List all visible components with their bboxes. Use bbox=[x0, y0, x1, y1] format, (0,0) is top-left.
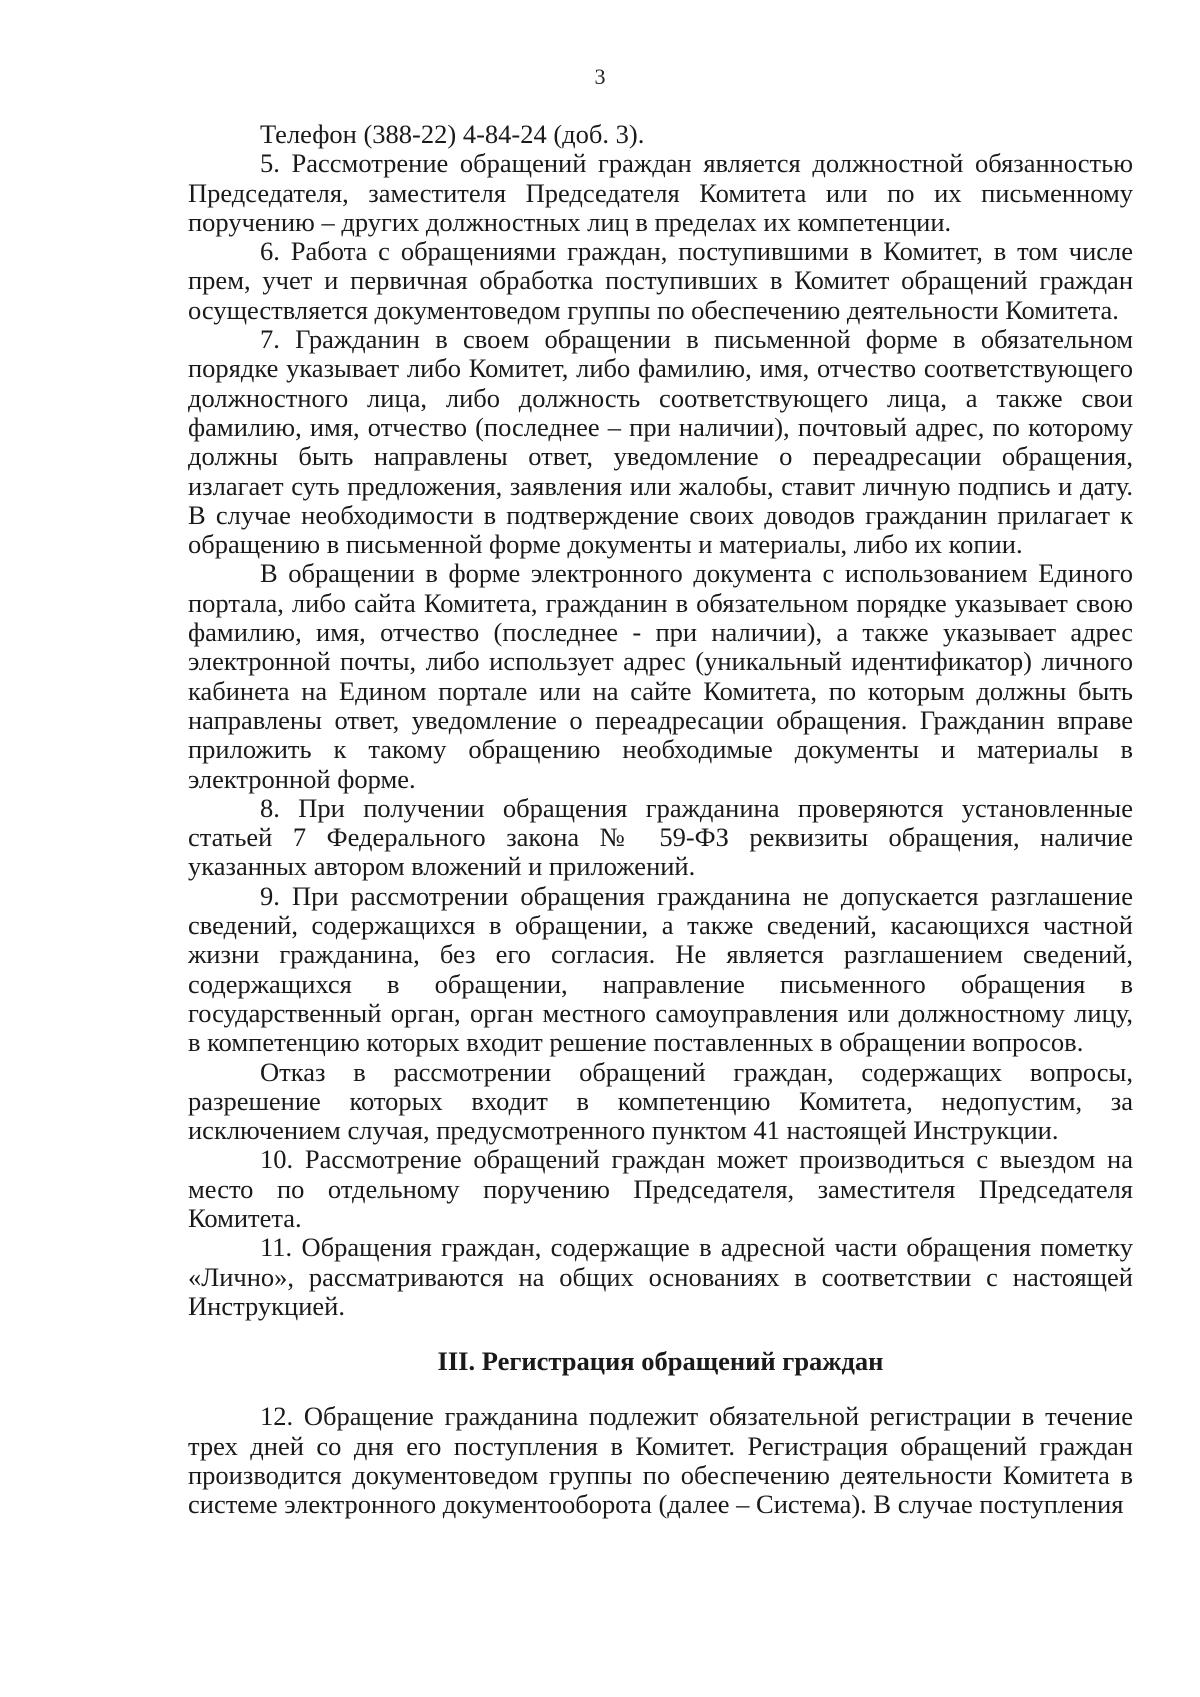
paragraph-6: 6. Работа с обращениями граждан, поступившими в Комитет, в том числе прем, учет и первичная обработка поступивших в Комитет обращений граждан осуществляется документоведом группы по обеспечению деятельности Комитета. bbox=[188, 236, 1133, 325]
paragraph-phone: Телефон (388-22) 4-84-24 (доб. 3). bbox=[260, 119, 645, 149]
paragraph-7-electronic: В обращении в форме электронного документа с использованием Единого портала, либо сайта Комитета, гражданин в обязательном порядке указывает свою фамилию, имя, отчество (последнее - при наличии), а также указывает адрес электронной почты, либо использует адрес (уникальный идентификатор) личного кабинета на Едином портале или на сайте Комитета, по которым должны быть направлены ответ, уведомление о переадресации обращения. Гражданин вправе приложить к такому обращению необходимые документы и материалы в электронной форме. bbox=[188, 558, 1133, 794]
paragraph-12: 12. Обращение гражданина подлежит обязательной регистрации в течение трех дней со дня его поступления в Комитет. Регистрация обращений граждан производится документоведом группы по обеспечению деятельности Комитета в системе электронного документооборота (далее – Система). В случае поступления bbox=[188, 1401, 1133, 1520]
section-heading: III. Регистрация обращений граждан bbox=[437, 1346, 884, 1377]
paragraph-7: 7. Гражданин в своем обращении в письменной форме в обязательном порядке указывает либо Комитет, либо фамилию, имя, отчество соответствующего должностного лица, либо должность соответствующего лица, а также свои фамилию, имя, отчество (последнее – при наличии), почтовый адрес, по которому должны быть направлены ответ, уведомление о переадресации обращения, излагает суть предложения, заявления или жалобы, ставит личную подпись и дату. В случае необходимости в подтверждение своих доводов гражданин прилагает к обращению в письменной форме документы и материалы, либо их копии. bbox=[188, 324, 1133, 560]
document-body bbox=[188, 120, 1133, 1520]
paragraph-9: 9. При рассмотрении обращения гражданина не допускается разглашение сведений, содержащихся в обращении, а также сведений, касающихся частной жизни гражданина, без его согласия. Не является разглашением сведений, содержащихся в обращении, направление письменного обращения в государственный орган, орган местного самоуправления или должностному лицу, в компетенцию которых входит решение поставленных в обращении вопросов. bbox=[188, 880, 1133, 1058]
paragraph-8: 8. При получении обращения гражданина проверяются установленные статьей 7 Федерального закона № 59-ФЗ реквизиты обращения, наличие указанных автором вложений и приложений. bbox=[188, 792, 1133, 882]
paragraph-11: 11. Обращения граждан, содержащие в адресной части обращения пометку «Лично», рассматриваются на общих основаниях в соответствии с настоящей Инструкцией. bbox=[188, 1232, 1133, 1321]
paragraph-5: 5. Рассмотрение обращений граждан является должностной обязанностью Председателя, заместителя Председателя Комитета или по их письменному поручению – других должностных лиц в пределах их компетенции. bbox=[188, 148, 1133, 237]
paragraph-9-refusal: Отказ в рассмотрении обращений граждан, содержащих вопросы, разрешение которых входит в компетенцию Комитета, недопустим, за исключением случая, предусмотренного пунктом 41 настоящей Инструкции. bbox=[188, 1056, 1133, 1146]
paragraph-10: 10. Рассмотрение обращений граждан может производиться с выездом на место по отдельному поручению Председателя, заместителя Председателя Комитета. bbox=[188, 1144, 1133, 1233]
page-number: 3 bbox=[594, 64, 606, 89]
